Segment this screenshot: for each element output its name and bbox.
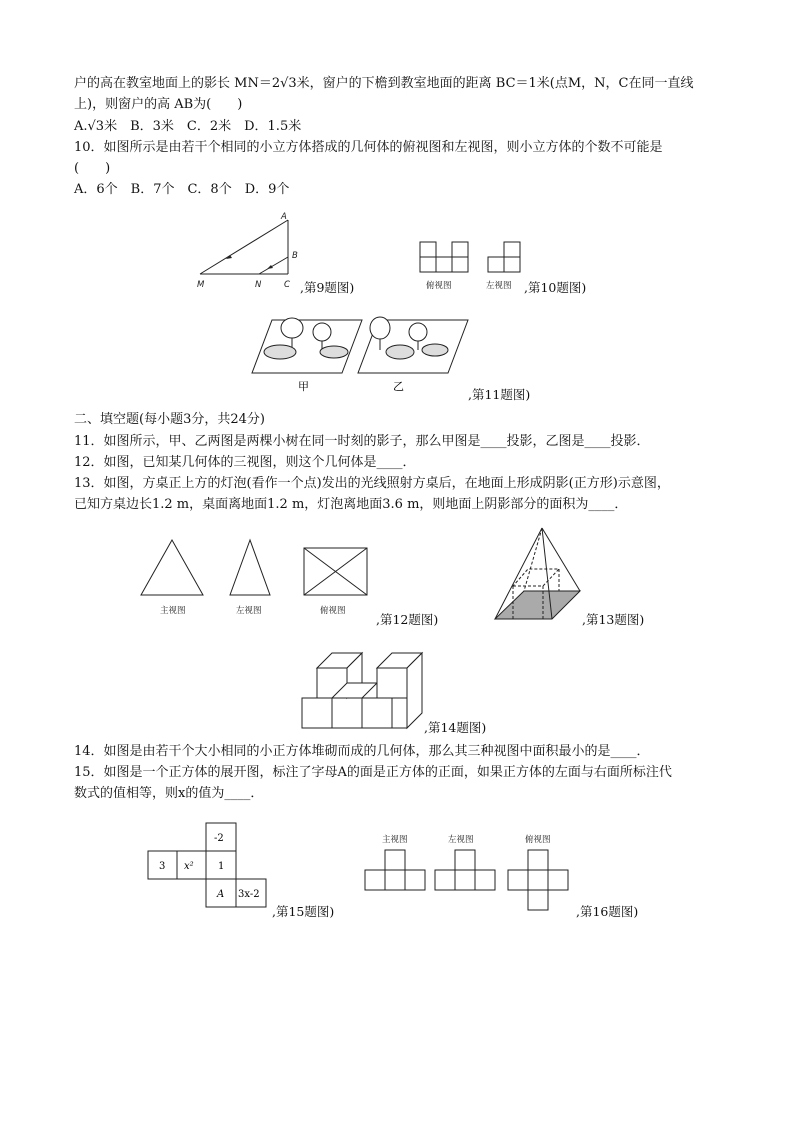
fig9-label-b: B xyxy=(292,251,298,261)
fig9-label-c: C xyxy=(284,280,290,290)
fig15-cell-top: -2 xyxy=(214,833,224,844)
fig15-caption: ,第15题图) xyxy=(272,904,335,919)
fig10-views xyxy=(418,240,528,295)
q13-line1: 13．如图，方桌正上方的灯泡(看作一个点)发出的光线照射方桌后，在地面上形成阴影(正方形)示意图， xyxy=(74,476,670,491)
q15-line2: 数式的值相等，则x的值为____． xyxy=(74,786,264,801)
fig12-top-label: 俯视图 xyxy=(320,606,346,616)
fig16-caption: ,第16题图) xyxy=(576,904,639,919)
fig15-cube-net xyxy=(146,820,276,915)
fig12-caption: ,第12题图) xyxy=(376,612,439,627)
fig16-top-label: 俯视图 xyxy=(525,835,551,845)
fig9-triangle xyxy=(195,210,305,295)
fig9-label-m: M xyxy=(197,280,205,290)
fig12-three-views xyxy=(138,535,378,620)
fig16-three-views xyxy=(360,830,575,915)
fig15-cell-left: 3 xyxy=(159,861,166,872)
section-2-heading: 二、填空题(每小题3分，共24分) xyxy=(74,412,265,427)
fig11-label-yi: 乙 xyxy=(393,380,404,393)
fig9-label-n: N xyxy=(255,280,262,290)
q10-line2: ( ) xyxy=(74,161,111,176)
q15-line1: 15．如图是一个正方体的展开图，标注了字母A的面是正方体的正面，如果正方体的左面与右面所标注代 xyxy=(74,765,672,780)
fig10-left-label: 左视图 xyxy=(486,281,512,291)
fig13-lamp-table xyxy=(492,525,587,625)
q9-line1: 户的高在教室地面上的影长 MN＝2√3米，窗户的下檐到教室地面的距离 BC＝1米(点M，N，C在同一直线 xyxy=(74,76,694,91)
fig11-caption: ,第11题图) xyxy=(468,387,531,402)
q11-text: 11．如图所示，甲、乙两图是两棵小树在同一时刻的影子，那么甲图是____投影，乙图是____投影． xyxy=(74,434,650,449)
fig12-left-label: 左视图 xyxy=(236,606,262,616)
fig11-trees xyxy=(250,310,490,395)
fig13-caption: ,第13题图) xyxy=(582,612,645,627)
fig15-cell-x2: x² xyxy=(184,861,194,872)
fig15-cell-a: A xyxy=(217,889,225,900)
fig14-caption: ,第14题图) xyxy=(424,720,487,735)
q12-text: 12．如图，已知某几何体的三视图，则这个几何体是____． xyxy=(74,455,416,470)
q14-text: 14．如图是由若干个大小相同的小正方体堆砌而成的几何体，那么其三种视图中面积最小的是____． xyxy=(74,744,650,759)
q9-line2: 上)，则窗户的高 AB为( ) xyxy=(74,97,243,112)
q9-options: A.√3米 B．3米 C．2米 D．1.5米 xyxy=(74,119,302,134)
fig10-caption: ,第10题图) xyxy=(524,280,587,295)
q13-line2: 已知方桌边长1.2 m，桌面离地面1.2 m，灯泡离地面3.6 m，则地面上阴影部分的面积为____． xyxy=(74,497,628,512)
fig15-cell-right: 3x-2 xyxy=(238,889,260,900)
fig16-left-label: 左视图 xyxy=(448,835,474,845)
fig12-front-label: 主视图 xyxy=(160,606,186,616)
fig9-caption: ,第9题图) xyxy=(300,280,355,295)
fig9-label-a: A xyxy=(281,212,287,222)
q10-line1: 10．如图所示是由若干个相同的小立方体搭成的几何体的俯视图和左视图，则小立方体的个数不可能是 xyxy=(74,140,663,155)
q10-options: A．6个 B．7个 C．8个 D．9个 xyxy=(74,182,290,197)
fig11-label-jia: 甲 xyxy=(298,380,309,393)
fig14-cube-stack xyxy=(300,645,425,735)
fig16-front-label: 主视图 xyxy=(382,835,408,845)
fig10-top-label: 俯视图 xyxy=(426,281,452,291)
fig15-cell-center: 1 xyxy=(218,861,225,872)
